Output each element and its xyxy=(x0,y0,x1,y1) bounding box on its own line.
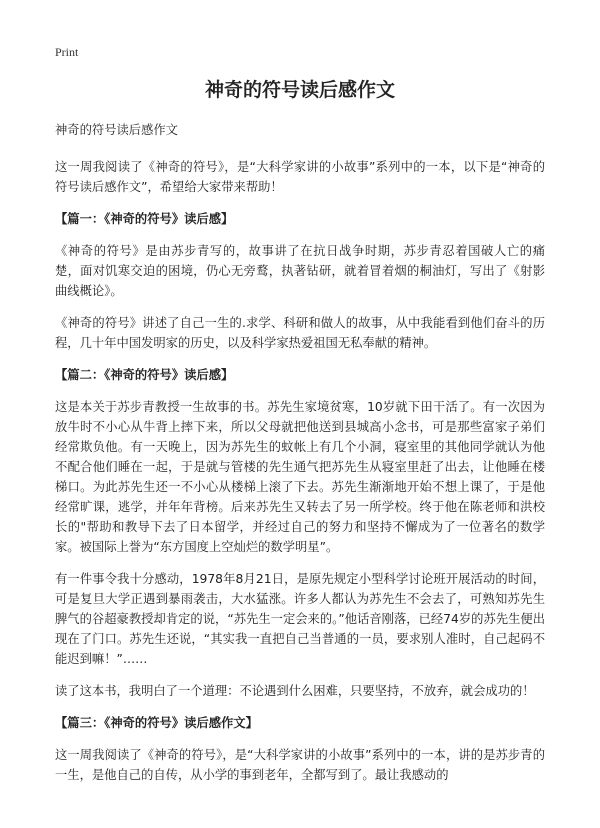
document-title: 神奇的符号读后感作文 xyxy=(204,79,395,101)
document-body xyxy=(55,120,545,797)
section-heading-2: 【篇二：《神奇的符号》读后感】 xyxy=(55,368,234,382)
section-heading-3: 【篇三：《神奇的符号》读后感作文】 xyxy=(55,716,258,730)
print-link[interactable]: Print xyxy=(55,45,79,59)
document-subtitle: 神奇的符号读后感作文 xyxy=(55,123,178,137)
section-heading-1: 【篇一：《神奇的符号》读后感】 xyxy=(55,212,234,226)
section2-paragraph-1: 这是本关于苏步青教授一生故事的书。苏先生家境贫寒，10岁就下田干活了。有一次因为放牛时不小心从牛背上摔下来，所以父母就把他送到县城高小念书，可是那些富家子弟们经常欺负他。有一天晚上，因为苏先生的蚊帐上有几个小洞，寝室里的其他同学就认为他不配合他们睡在一起，于是就与管楼的先生通气把苏先生从寝室里赶了出去，让他睡在楼梯口。为此苏先生还一不小心从楼梯上滚了下去。苏先生渐渐地开始不想上课了，于是他经常旷课，逃学，并年年背榜。后来苏先生又转去了另一所学校。终于他在陈老师和洪校长的"帮助和教导下去了日本留学，并经过自己的努力和坚持不懈成为了一位著名的数学家。被国际上誉为“东方国度上空灿烂的数学明星”。 xyxy=(55,400,545,554)
section1-paragraph-2: 《神奇的符号》讲述了自己一生的.求学、科研和做人的故事，从中我能看到他们奋斗的历程，几十年中国发明家的历史，以及科学家热爱祖国无私奉献的精神。 xyxy=(55,316,545,350)
section3-paragraph-1: 这一周我阅读了《神奇的符号》，是“大科学家讲的小故事”系列中的一本，讲的是苏步青的一生，是他自己的自传，从小学的事到老年，全都写到了。最让我感动的 xyxy=(55,748,545,782)
section2-paragraph-3: 读了这本书，我明白了一个道理：不论遇到什么困难，只要坚持，不放弃，就会成功的！ xyxy=(55,684,535,698)
intro-paragraph: 这一周我阅读了《神奇的符号》，是“大科学家讲的小故事”系列中的一本，以下是“神奇的符号读后感作文”，希望给大家带来帮助！ xyxy=(55,160,545,194)
section2-paragraph-2: 有一件事令我十分感动，1978年8月21日，是原先规定小型科学讨论班开展活动的时间，可是复旦大学正遇到暴雨袭击，大水猛涨。许多人都认为苏先生不会去了，可熟知苏先生脾气的谷超豪教授却肯定的说，“苏先生一定会来的。”他话音刚落，已经74岁的苏先生便出现在了门口。苏先生还说，“其实我一直把自己当普通的一员，要求别人准时，自己起码不能迟到嘛！”…… xyxy=(55,572,545,666)
section1-paragraph-1: 《神奇的符号》是由苏步青写的，故事讲了在抗日战争时期，苏步青忍着国破人亡的痛楚，面对饥寒交迫的困境，仍心无旁鹜，执著钻研，就着冒着烟的桐油灯，写出了《射影曲线概论》。 xyxy=(55,244,545,298)
